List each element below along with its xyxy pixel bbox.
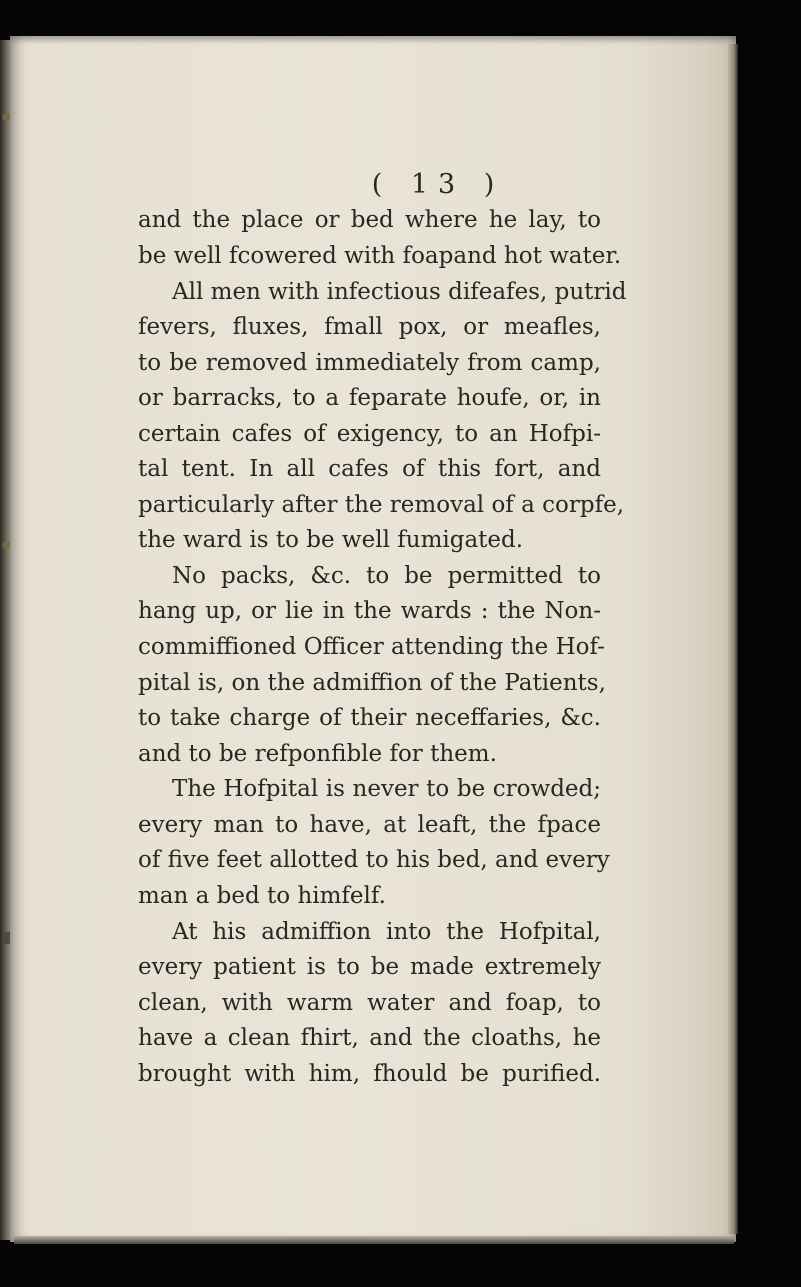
text-line: every patient is to be made extremely: [138, 954, 601, 980]
text-line: No packs, &c. to be permitted to: [172, 563, 601, 589]
text-line: The Hofpital is never to be crowded;: [172, 776, 601, 802]
text-line: particularly after the removal of a corpfe,: [138, 492, 625, 518]
text-line: be well fcowered with foapand hot water.: [138, 243, 622, 269]
text-line: man a bed to himfelf.: [138, 883, 386, 909]
text-line: and the place or bed where he lay, to: [138, 207, 601, 233]
text-line: certain cafes of exigency, to an Hofpi-: [138, 421, 601, 447]
text-line: brought with him, fhould be purified.: [138, 1061, 601, 1087]
text-line: to be removed immediately from camp,: [138, 350, 601, 376]
text-line: clean, with warm water and foap, to: [138, 990, 601, 1016]
page-number: ( 13 ): [371, 169, 505, 200]
text-line: have a clean fhirt, and the cloaths, he: [138, 1025, 601, 1051]
page-edge-bottom: [14, 1236, 734, 1244]
page-edge-right: [728, 44, 738, 1234]
text-line: At his admiffion into the Hofpital,: [172, 919, 601, 945]
text-line: All men with infectious difeafes, putrid: [172, 279, 627, 305]
text-line: commiffioned Officer attending the Hof-: [138, 634, 605, 660]
text-line: to take charge of their neceffaries, &c.: [138, 705, 601, 731]
text-line: and to be refponfible for them.: [138, 741, 497, 767]
text-line: hang up, or lie in the wards : the Non-: [138, 598, 601, 624]
text-line: tal tent. In all cafes of this fort, and: [138, 456, 601, 482]
text-line: fevers, fluxes, fmall pox, or meafles,: [138, 314, 601, 340]
text-line: or barracks, to a feparate houfe, or, in: [138, 385, 601, 411]
text-line: pital is, on the admiffion of the Patients,: [138, 670, 606, 696]
text-line: of five feet allotted to his bed, and every: [138, 847, 610, 873]
text-line: every man to have, at leaft, the fpace: [138, 812, 601, 838]
text-line: the ward is to be well fumigated.: [138, 527, 524, 553]
